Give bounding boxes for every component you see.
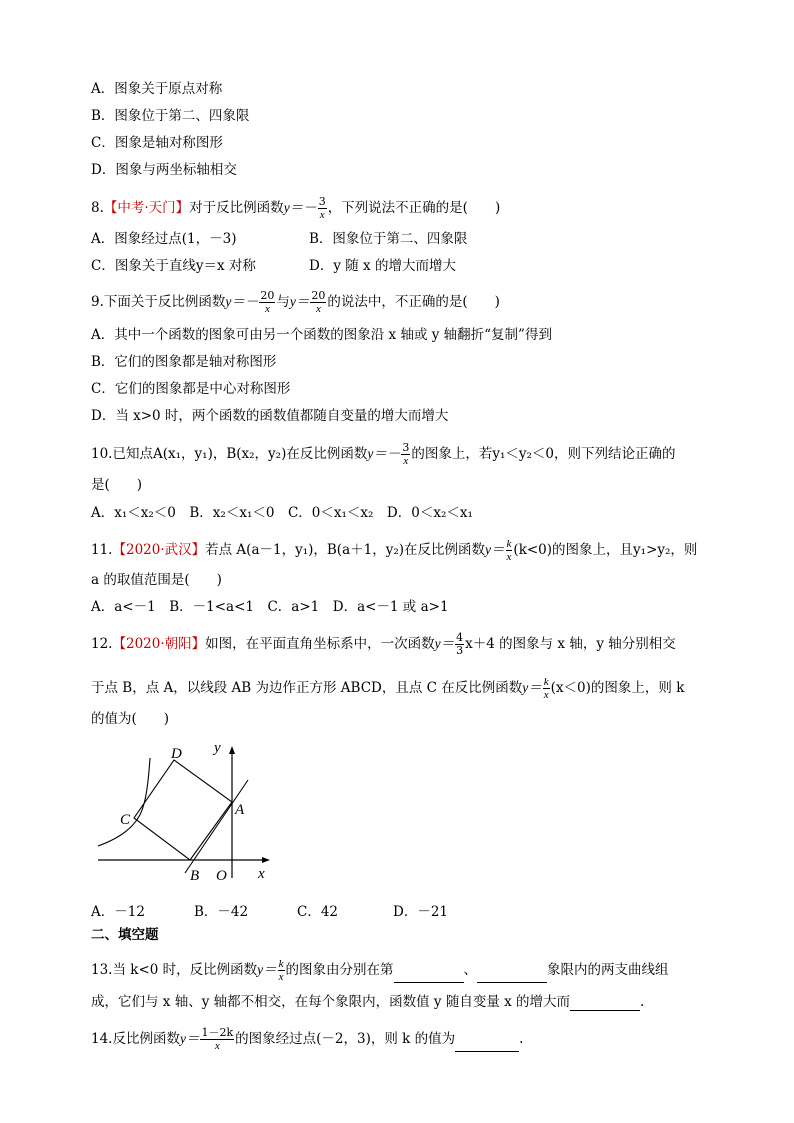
q14-fraction-numerator: 1－2k xyxy=(201,1026,234,1039)
q13-fraction xyxy=(278,958,285,983)
q8-stem-text: 对于反比例函数 xyxy=(189,200,284,216)
q7-option-a: A．图象关于原点对称 xyxy=(91,81,223,97)
q9-function1-lhs: y＝－ xyxy=(225,294,259,309)
label-o: O xyxy=(216,868,227,884)
q7-option-d: D．图象与两坐标轴相交 xyxy=(91,162,237,178)
q10-fraction xyxy=(401,442,410,467)
q8-fraction-denominator: x xyxy=(319,209,325,221)
q9-fraction2-numerator: 20 xyxy=(311,289,326,302)
q13-stem-continued xyxy=(91,993,644,1011)
q8-option-a: A．图象经过点(1，－3) xyxy=(91,231,237,247)
q11-fraction-denominator: x xyxy=(506,551,512,563)
q12-stem xyxy=(91,632,676,657)
q12-fraction2 xyxy=(543,676,550,701)
q10-options: A．x₁＜x₂＜0 B．x₂＜x₁＜0 C．0＜x₁＜x₂ D．0＜x₂＜x₁ xyxy=(91,505,473,521)
q9-fraction1 xyxy=(259,290,275,315)
q12-fraction2-numerator: k xyxy=(543,676,549,688)
q14-number: 14. xyxy=(91,1031,113,1047)
q12-fraction-numerator: 4 xyxy=(456,631,464,644)
q12-stem-line2-end: (x＜0)的图象上，则 k xyxy=(550,680,685,696)
q11-stem xyxy=(91,538,697,563)
q11-options: A．a<－1 B．－1<a<1 C．a>1 D．a<－1 或 a>1 xyxy=(91,599,449,615)
q12-stem-line3: 的值为( ) xyxy=(91,711,170,727)
q8-option-c: C．图象关于直线y＝x 对称 xyxy=(91,258,256,274)
x-axis-arrow-icon xyxy=(262,857,270,863)
hyperbola-curve xyxy=(98,758,150,846)
q10-stem-continued: 是( ) xyxy=(91,477,143,493)
q9-option-a: A．其中一个函数的图象可由另一个函数的图象沿 x 轴或 y 轴翻折“复制”得到 xyxy=(91,327,552,343)
label-d: D xyxy=(171,746,182,762)
q14-stem-end: 的图象经过点(－2，3)，则 k 的值为 xyxy=(235,1031,456,1047)
q8-stem xyxy=(91,196,500,221)
q13-fraction-numerator: k xyxy=(278,958,284,970)
q7-option-c: C．图象是轴对称图形 xyxy=(91,135,223,151)
q12-options xyxy=(91,903,448,921)
q12-option-b: B．－42 xyxy=(194,904,249,920)
q13-stem-text: 当 k<0 时，反比例函数 xyxy=(112,962,258,978)
q12-function-lhs: y＝ xyxy=(434,636,455,651)
q9-fraction2-denominator: x xyxy=(315,303,321,315)
q12-option-d: D．－21 xyxy=(393,904,449,920)
q9-fraction2 xyxy=(310,290,326,315)
q8-fraction xyxy=(318,196,327,221)
q11-function-lhs: y＝ xyxy=(485,542,505,557)
label-y: y xyxy=(214,740,221,756)
q11-fraction xyxy=(506,538,513,563)
q9-function2-lhs: y＝ xyxy=(289,294,310,309)
q10-number: 10. xyxy=(91,446,113,462)
q11-fraction-numerator: k xyxy=(506,538,512,550)
q9-stem-end: 的说法中，不正确的是( ) xyxy=(327,294,500,310)
q13-stem-continued-text: 成，它们与 x 轴、y 轴都不相交，在每个象限内，函数值 y 随自变量 x 的增大而 xyxy=(91,994,571,1010)
q12-stem-line2 xyxy=(91,676,684,701)
q14-fraction xyxy=(200,1027,234,1052)
q14-period: . xyxy=(519,1031,524,1047)
q13-number: 13. xyxy=(91,962,113,978)
q9-stem-text: 下面关于反比例函数 xyxy=(103,294,226,310)
q8-option-d: D．y 随 x 的增大而增大 xyxy=(309,258,456,274)
q12-option-a: A．－12 xyxy=(91,904,145,920)
q10-function-lhs: y＝－ xyxy=(367,446,401,461)
q9-and: 与 xyxy=(276,294,290,310)
q9-number: 9. xyxy=(91,294,104,310)
q8-fraction-numerator: 3 xyxy=(318,195,326,208)
q8-number: 8. xyxy=(91,200,104,216)
y-axis-arrow-icon xyxy=(229,746,235,754)
q13-period: . xyxy=(640,994,645,1010)
q8-options-row2 xyxy=(91,257,456,275)
q12-option-c: C．42 xyxy=(297,904,339,920)
q13-stem-end: 象限内的两支曲线组 xyxy=(547,962,669,978)
q13-stem-mid: 的图象由分别在第 xyxy=(285,962,394,978)
section-title: 二、填空题 xyxy=(91,927,159,943)
q14-stem xyxy=(91,1027,523,1052)
q13-blank-2[interactable] xyxy=(477,968,547,983)
q9-option-d: D．当 x>0 时，两个函数的函数值都随自变量的增大而增大 xyxy=(91,408,449,424)
q13-stem xyxy=(91,958,669,983)
q8-source: 【中考·天门】 xyxy=(103,200,190,216)
q9-fraction1-denominator: x xyxy=(264,303,270,315)
q9-fraction1-numerator: 20 xyxy=(260,289,275,302)
q8-option-b: B．图象位于第二、四象限 xyxy=(309,231,468,247)
q11-number: 11. xyxy=(91,542,113,558)
q13-fraction-denominator: x xyxy=(278,971,284,983)
q12-stem-line2-text: 于点 B，点 A，以线段 AB 为边作正方形 ABCD，且点 C 在反比例函数 xyxy=(91,680,523,696)
q14-function-lhs: y＝ xyxy=(179,1031,200,1046)
q13-blank-1[interactable] xyxy=(394,968,464,983)
label-x: x xyxy=(258,866,265,882)
q13-function-lhs: y＝ xyxy=(257,962,277,977)
label-c: C xyxy=(120,812,131,828)
q12-figure xyxy=(90,738,280,888)
q12-function2-lhs: y＝ xyxy=(522,680,542,695)
q14-blank[interactable] xyxy=(455,1037,519,1052)
q12-stem-text: 如图，在平面直角坐标系中，一次函数 xyxy=(205,636,435,652)
label-b: B xyxy=(190,868,200,884)
q9-stem xyxy=(91,290,500,315)
q12-source: 【2020·朝阳】 xyxy=(112,636,206,652)
q8-options-row1 xyxy=(91,230,467,248)
q12-fraction2-denominator: x xyxy=(543,689,549,701)
q14-stem-text: 反比例函数 xyxy=(112,1031,180,1047)
q12-fraction-denominator: 3 xyxy=(456,644,464,657)
q10-stem xyxy=(91,442,676,467)
q11-stem-text: 若点 A(a－1，y₁)，B(a＋1，y₂)在反比例函数 xyxy=(205,542,486,558)
q11-stem-continued: a 的取值范围是( ) xyxy=(91,572,222,588)
q9-option-b: B．它们的图象都是轴对称图形 xyxy=(91,354,277,370)
q8-function-lhs: y＝－ xyxy=(283,200,317,215)
q9-option-c: C．它们的图象都是中心对称图形 xyxy=(91,381,291,397)
q12-number: 12. xyxy=(91,636,113,652)
q13-blank-3[interactable] xyxy=(570,996,640,1011)
label-a: A xyxy=(235,802,245,818)
linear-function-line xyxy=(185,780,248,873)
q10-stem-text: 已知点A(x₁，y₁)，B(x₂，y₂)在反比例函数 xyxy=(112,446,368,462)
q13-separator: 、 xyxy=(463,962,478,978)
q10-fraction-numerator: 3 xyxy=(402,441,410,454)
q14-fraction-denominator: x xyxy=(214,1040,220,1052)
q8-stem-end: ，下列说法不正确的是( ) xyxy=(327,200,501,216)
q7-option-b: B．图象位于第二、四象限 xyxy=(91,108,250,124)
q10-fraction-denominator: x xyxy=(403,455,409,467)
q11-source: 【2020·武汉】 xyxy=(112,542,206,558)
q11-stem-end: (k<0)的图象上，且y₁>y₂，则 xyxy=(513,542,698,558)
q12-stem-end: x＋4 的图象与 x 轴，y 轴分别相交 xyxy=(465,636,676,652)
q10-stem-end: 的图象上，若y₁＜y₂＜0，则下列结论正确的 xyxy=(411,446,676,462)
q12-fraction xyxy=(455,632,464,657)
